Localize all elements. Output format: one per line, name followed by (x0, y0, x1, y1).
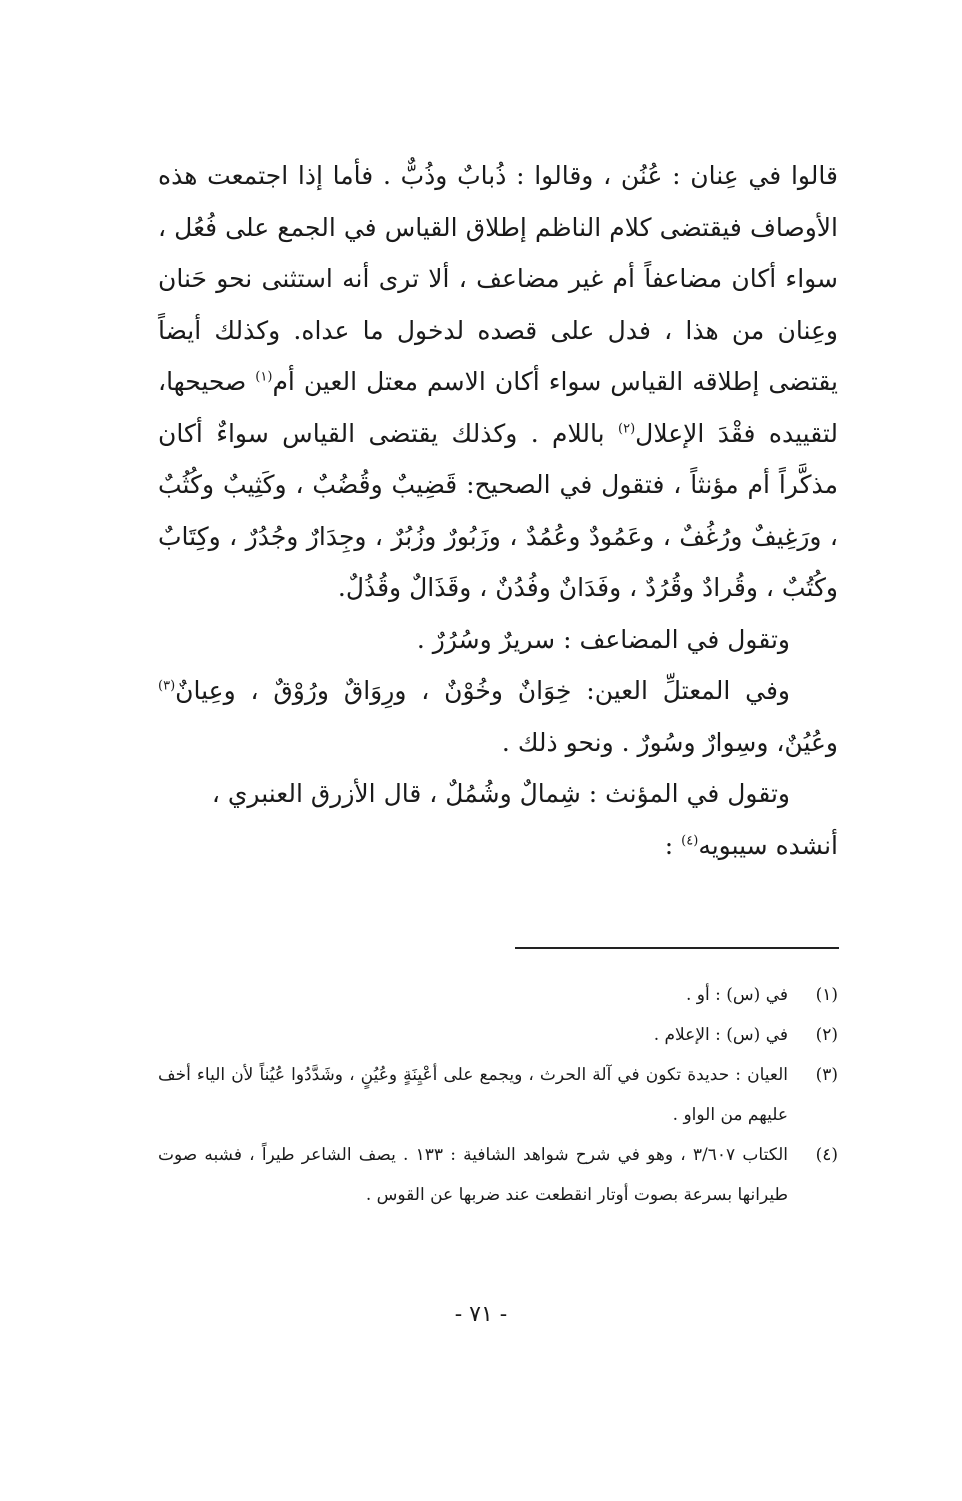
paragraph-1 (158, 150, 838, 614)
footnote-divider (515, 947, 839, 949)
paragraph-1-end: باللام . وكذلك يقتضى القياس سواءٌ أكان مذكَّراً أم مؤنثاً ، فتقول في الصحيح: قَضِيبٌ وقُضُبٌ ، وكَثِيبٌ وكُثُبٌ ، ورَغِيفٌ ورُغُفٌ ، وعَمُودٌ وعُمُدٌ ، وزَبُورٌ وزُبُرٌ ، وجِدَارٌ وجُدُرٌ ، وكِتَابٌ وكُتُبٌ ، وقُرادٌ وقُرُدٌ ، وفَدَانٌ وفُدُنٌ ، وقَذَالٌ وقُذُلٌ. (158, 418, 838, 602)
footnote-ref-3: (٣) (158, 678, 176, 694)
paragraph-1-continued: صحيحها، لتقييده فقْدَ الإعلال (158, 367, 838, 448)
paragraph-3-text: وفي المعتلِّ العين: خِوَانٌ وخُوْنٌ ، ورِوَاقٌ ورُوْقٌ ، وعِيانٌ (175, 676, 790, 705)
page-number: - ٧١ - (454, 1302, 508, 1327)
footnote-ref-2: (٢) (618, 421, 636, 437)
footnote-3 (158, 1055, 838, 1135)
paragraph-4-end: : (664, 830, 674, 860)
footnote-text: في (س) : أو . (686, 985, 788, 1005)
paragraph-2: وتقول في المضاعف : سريرٌ وسُرُرٌ . (416, 624, 790, 654)
paragraph-3-end: وعُيُنٌ، وسِوارٌ وسُورٌ . ونحو ذلك . (501, 727, 838, 757)
paragraph-1-text: قالوا في عِنان : عُنُن ، وقالوا : ذُبابٌ وذُبٌّ . فأما إذا اجتمعت هذه الأوصاف فيقتضى كلام الناظم إطلاق القياس في الجمع على فُعُل ، سواء أكان مضاعفاً أم غير مضاعف ، ألا ترى أنه استثنى نحو حَنان وعِنان من هذا ، فدل على قصده لدخول ما عداه. وكذلك أيضاً يقتضى إطلاقه القياس سواء أكان الاسم معتل العين أم (158, 161, 838, 396)
footnote-number: (٤) (815, 1145, 838, 1165)
footnote-ref-4: (٤) (681, 833, 699, 849)
footnote-ref-1: (١) (255, 369, 273, 385)
paragraph-3 (158, 665, 838, 768)
paragraph-4-text: وتقول في المؤنث : شِمالٌ وشُمُلٌ ، قال الأزرق العنبري ، أنشده سيبويه (211, 779, 838, 860)
paragraph-4 (158, 768, 838, 871)
footnote-4 (158, 1135, 838, 1215)
footnote-1 (158, 975, 838, 1015)
main-text (158, 150, 838, 871)
footnote-text: في (س) : الإعلام . (653, 1025, 788, 1045)
footnote-text: العيان : حديدة تكون في آلة الحرث ، ويجمع على أعْيِنَةٍ وعُيُنٍ ، وشَدَّدُوا عُيُناً لأن الياء أخف عليهم من الواو . (158, 1065, 788, 1125)
footnote-number: (١) (815, 985, 838, 1005)
footnotes (158, 975, 838, 1215)
footnote-number: (٣) (815, 1065, 838, 1085)
footnote-text: الكتاب ٣/٦٠٧ ، وهو في شرح شواهد الشافية : ١٣٣ . يصف الشاعر طيراً ، فشبه صوت طيرانها بسرعة بصوت أوتار انقطعت عند ضربها عن القوس . (158, 1145, 788, 1205)
footnote-2 (158, 1015, 838, 1055)
footnote-number: (٢) (815, 1025, 838, 1045)
